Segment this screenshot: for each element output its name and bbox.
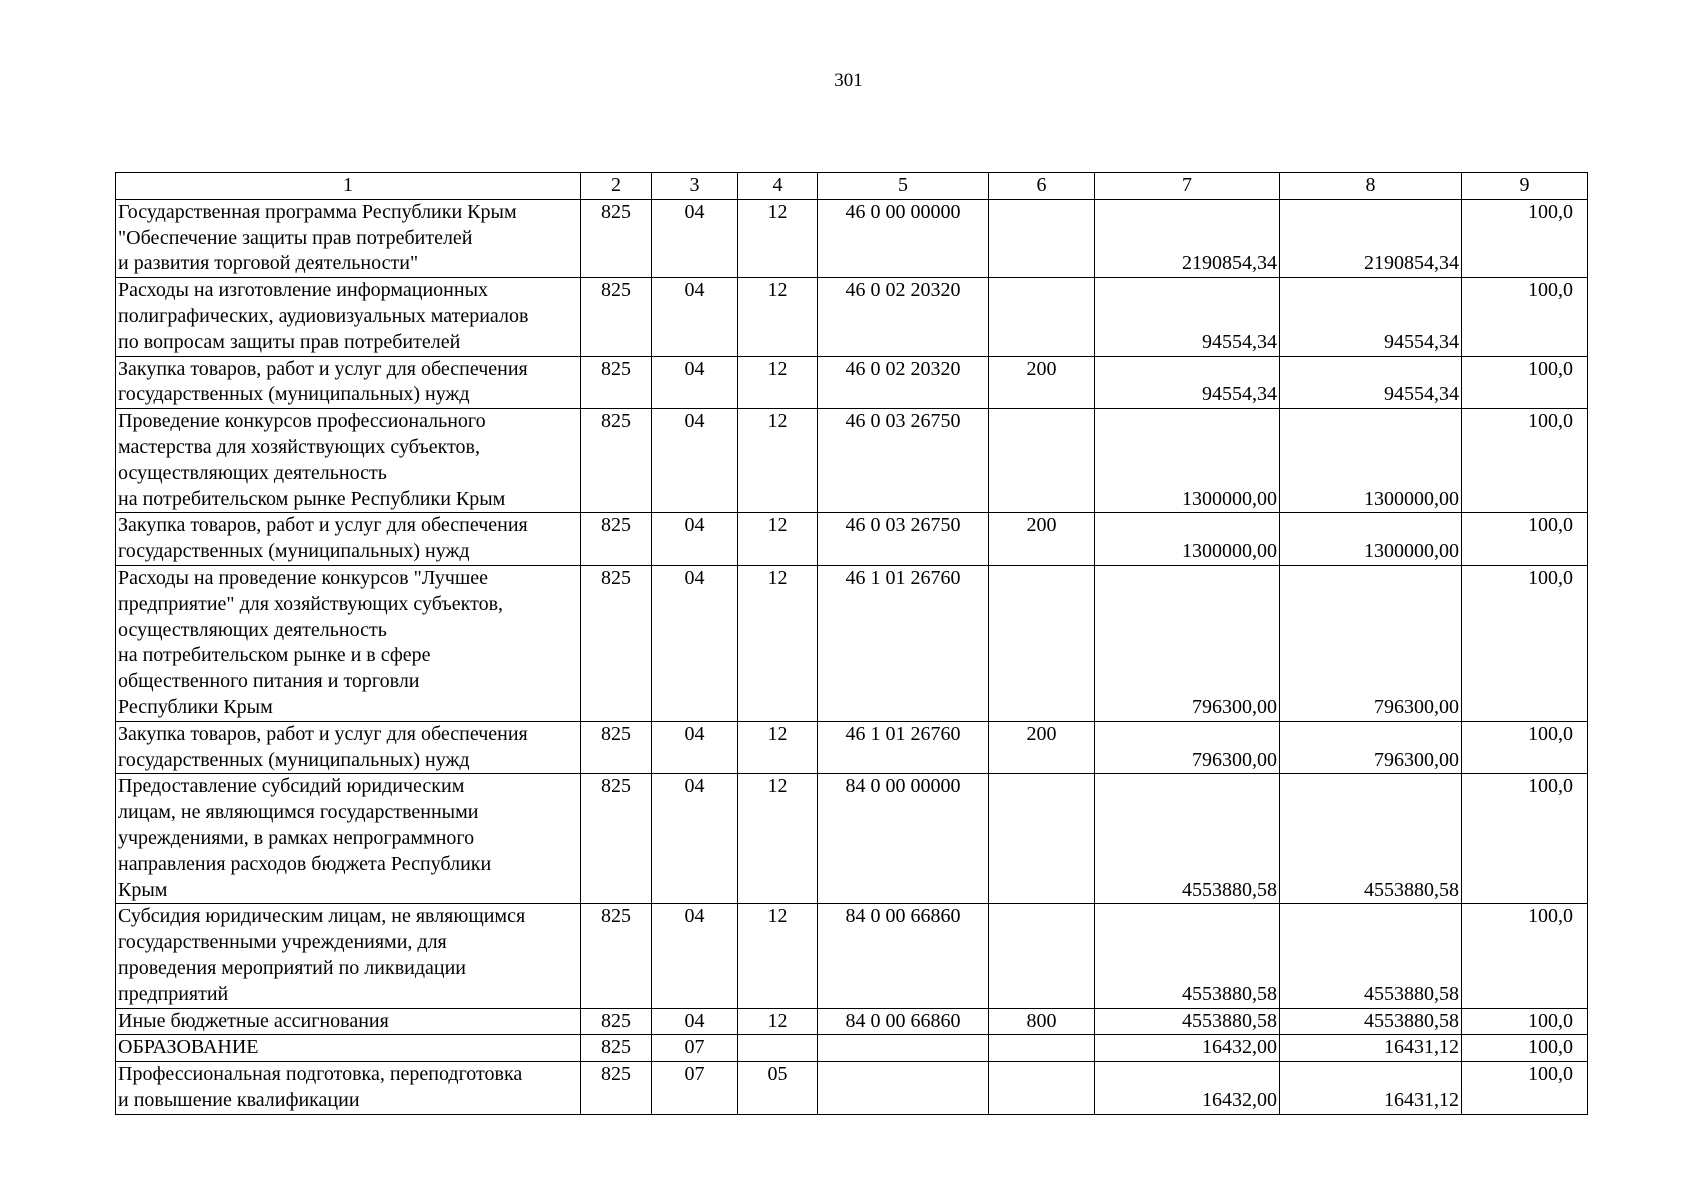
subsection-code-cell: 05: [738, 1062, 818, 1115]
execution-percent-cell: 100,0: [1462, 1008, 1588, 1035]
executed-amount-cell: 796300,00: [1280, 721, 1462, 774]
expense-name-cell: [116, 904, 581, 1008]
subsection-code-cell: 12: [738, 409, 818, 513]
expense-type-cell: 200: [989, 721, 1095, 774]
ministry-code-cell: 825: [581, 565, 652, 721]
header-col-9: 9: [1462, 173, 1588, 200]
approved-amount-cell: 4553880,58: [1095, 1008, 1280, 1035]
target-article-cell: 46 0 03 26750: [818, 409, 989, 513]
header-col-7: 7: [1095, 173, 1280, 200]
expense-name-cell: [116, 409, 581, 513]
ministry-code-cell: 825: [581, 356, 652, 409]
executed-amount-cell: 796300,00: [1280, 565, 1462, 721]
section-code-cell: 04: [652, 356, 738, 409]
expense-type-cell: [989, 409, 1095, 513]
approved-amount-cell: 1300000,00: [1095, 409, 1280, 513]
execution-percent-cell: 100,0: [1462, 409, 1588, 513]
ministry-code-cell: 825: [581, 1062, 652, 1115]
target-article-cell: 84 0 00 66860: [818, 904, 989, 1008]
target-article-cell: [818, 1062, 989, 1115]
executed-amount-cell: 4553880,58: [1280, 904, 1462, 1008]
expense-type-cell: [989, 565, 1095, 721]
expense-name-text: Государственная программа Республики Крым "Обеспечение защиты прав потребителей и развития торговой деятельности": [118, 200, 517, 275]
table-row: [116, 409, 1588, 513]
target-article-cell: 46 0 02 20320: [818, 356, 989, 409]
subsection-code-cell: 12: [738, 721, 818, 774]
expense-name-text: Проведение конкурсов профессионального мастерства для хозяйствующих субъектов, осуществляющих деятельность на потребительском рынке Республики Крым: [118, 410, 506, 510]
execution-percent-cell: 100,0: [1462, 1035, 1588, 1062]
target-article-cell: 46 0 03 26750: [818, 513, 989, 566]
approved-amount-cell: 2190854,34: [1095, 199, 1280, 277]
subsection-code-cell: 12: [738, 904, 818, 1008]
budget-table: [115, 172, 1588, 1115]
section-code-cell: 04: [652, 1008, 738, 1035]
expense-type-cell: [989, 904, 1095, 1008]
ministry-code-cell: 825: [581, 278, 652, 356]
approved-amount-cell: 94554,34: [1095, 356, 1280, 409]
target-article-cell: 46 1 01 26760: [818, 721, 989, 774]
expense-name-text: Расходы на проведение конкурсов "Лучшее предприятие" для хозяйствующих субъектов, осуществляющих деятельность на потребительском рынке и в сфере общественного питания и торговли Республики Крым: [118, 566, 504, 718]
header-row: [116, 173, 1588, 200]
expense-name-text: Расходы на изготовление информационных полиграфических, аудиовизуальных материалов по вопросам защиты прав потребителей: [118, 279, 529, 353]
execution-percent-cell: 100,0: [1462, 774, 1588, 904]
header-col-5: 5: [818, 173, 989, 200]
approved-amount-cell: 16432,00: [1095, 1035, 1280, 1062]
expense-name-text: Предоставление субсидий юридическим лицам, не являющимся государственными учреждениями, в рамках непрограммного направления расходов бюджета Республики Крым: [118, 775, 492, 901]
table-row: [116, 1062, 1588, 1115]
header-col-4: 4: [738, 173, 818, 200]
header-col-1: 1: [116, 173, 581, 200]
subsection-code-cell: 12: [738, 356, 818, 409]
executed-amount-cell: 1300000,00: [1280, 409, 1462, 513]
section-code-cell: 04: [652, 199, 738, 277]
section-code-cell: 04: [652, 721, 738, 774]
header-col-6: 6: [989, 173, 1095, 200]
execution-percent-cell: 100,0: [1462, 1062, 1588, 1115]
expense-type-cell: [989, 1035, 1095, 1062]
expense-type-cell: [989, 278, 1095, 356]
approved-amount-cell: 1300000,00: [1095, 513, 1280, 566]
ministry-code-cell: 825: [581, 199, 652, 277]
subsection-code-cell: 12: [738, 199, 818, 277]
approved-amount-cell: 796300,00: [1095, 565, 1280, 721]
execution-percent-cell: 100,0: [1462, 356, 1588, 409]
table-row: [116, 1035, 1588, 1062]
execution-percent-cell: 100,0: [1462, 513, 1588, 566]
section-code-cell: 04: [652, 409, 738, 513]
expense-name-cell: [116, 721, 581, 774]
subsection-code-cell: 12: [738, 774, 818, 904]
expense-name-text: Профессиональная подготовка, переподготовка и повышение квалификации: [118, 1063, 523, 1111]
target-article-cell: 46 0 02 20320: [818, 278, 989, 356]
executed-amount-cell: 94554,34: [1280, 356, 1462, 409]
expense-type-cell: [989, 1062, 1095, 1115]
expense-name-text: Закупка товаров, работ и услуг для обеспечения государственных (муниципальных) нужд: [118, 357, 528, 406]
target-article-cell: [818, 1035, 989, 1062]
expense-name-cell: [116, 199, 581, 277]
table-row: [116, 199, 1588, 277]
expense-name-cell: [116, 513, 581, 566]
page-number: 301: [834, 70, 863, 91]
expense-name-cell: [116, 565, 581, 721]
target-article-cell: 84 0 00 66860: [818, 1008, 989, 1035]
expense-name-cell: [116, 1008, 581, 1035]
execution-percent-cell: 100,0: [1462, 904, 1588, 1008]
executed-amount-cell: 4553880,58: [1280, 1008, 1462, 1035]
target-article-cell: 46 0 00 00000: [818, 199, 989, 277]
section-code-cell: 07: [652, 1062, 738, 1115]
section-code-cell: 04: [652, 565, 738, 721]
ministry-code-cell: 825: [581, 1008, 652, 1035]
ministry-code-cell: 825: [581, 904, 652, 1008]
subsection-code-cell: 12: [738, 278, 818, 356]
expense-name-cell: [116, 774, 581, 904]
executed-amount-cell: 4553880,58: [1280, 774, 1462, 904]
subsection-code-cell: 12: [738, 1008, 818, 1035]
table-body: [116, 199, 1588, 1114]
ministry-code-cell: 825: [581, 409, 652, 513]
subsection-code-cell: [738, 1035, 818, 1062]
table-row: [116, 721, 1588, 774]
execution-percent-cell: 100,0: [1462, 721, 1588, 774]
expense-name-cell: [116, 1062, 581, 1115]
approved-amount-cell: 796300,00: [1095, 721, 1280, 774]
executed-amount-cell: 1300000,00: [1280, 513, 1462, 566]
expense-name-text: Закупка товаров, работ и услуг для обеспечения государственных (муниципальных) нужд: [118, 514, 528, 563]
execution-percent-cell: 100,0: [1462, 199, 1588, 277]
expense-type-cell: [989, 774, 1095, 904]
executed-amount-cell: 2190854,34: [1280, 199, 1462, 277]
subsection-code-cell: 12: [738, 565, 818, 721]
expense-type-cell: 800: [989, 1008, 1095, 1035]
expense-name-cell: [116, 356, 581, 409]
expense-name-cell: [116, 1035, 581, 1062]
approved-amount-cell: 4553880,58: [1095, 904, 1280, 1008]
execution-percent-cell: 100,0: [1462, 278, 1588, 356]
ministry-code-cell: 825: [581, 721, 652, 774]
section-code-cell: 04: [652, 278, 738, 356]
expense-name-text: Закупка товаров, работ и услуг для обеспечения государственных (муниципальных) нужд: [118, 722, 528, 771]
expense-type-cell: [989, 199, 1095, 277]
header-col-2: 2: [581, 173, 652, 200]
table-header: [116, 173, 1588, 200]
table-row: [116, 1008, 1588, 1035]
executed-amount-cell: 16431,12: [1280, 1062, 1462, 1115]
approved-amount-cell: 4553880,58: [1095, 774, 1280, 904]
expense-type-cell: 200: [989, 513, 1095, 566]
header-col-8: 8: [1280, 173, 1462, 200]
expense-name-text: Субсидия юридическим лицам, не являющимся государственными учреждениями, для проведения мероприятий по ликвидации предприятий: [118, 905, 526, 1005]
expense-name-cell: [116, 278, 581, 356]
ministry-code-cell: 825: [581, 774, 652, 904]
execution-percent-cell: 100,0: [1462, 565, 1588, 721]
section-code-cell: 07: [652, 1035, 738, 1062]
approved-amount-cell: 16432,00: [1095, 1062, 1280, 1115]
table-row: [116, 513, 1588, 566]
section-code-cell: 04: [652, 774, 738, 904]
table-row: [116, 278, 1588, 356]
expense-name-text: Иные бюджетные ассигнования: [118, 1009, 389, 1032]
expense-type-cell: 200: [989, 356, 1095, 409]
table-row: [116, 774, 1588, 904]
section-code-cell: 04: [652, 904, 738, 1008]
executed-amount-cell: 94554,34: [1280, 278, 1462, 356]
executed-amount-cell: 16431,12: [1280, 1035, 1462, 1062]
target-article-cell: 84 0 00 00000: [818, 774, 989, 904]
subsection-code-cell: 12: [738, 513, 818, 566]
section-code-cell: 04: [652, 513, 738, 566]
ministry-code-cell: 825: [581, 513, 652, 566]
ministry-code-cell: 825: [581, 1035, 652, 1062]
approved-amount-cell: 94554,34: [1095, 278, 1280, 356]
expense-name-text: ОБРАЗОВАНИЕ: [118, 1036, 259, 1059]
header-col-3: 3: [652, 173, 738, 200]
table-row: [116, 565, 1588, 721]
table-row: [116, 356, 1588, 409]
table-row: [116, 904, 1588, 1008]
target-article-cell: 46 1 01 26760: [818, 565, 989, 721]
